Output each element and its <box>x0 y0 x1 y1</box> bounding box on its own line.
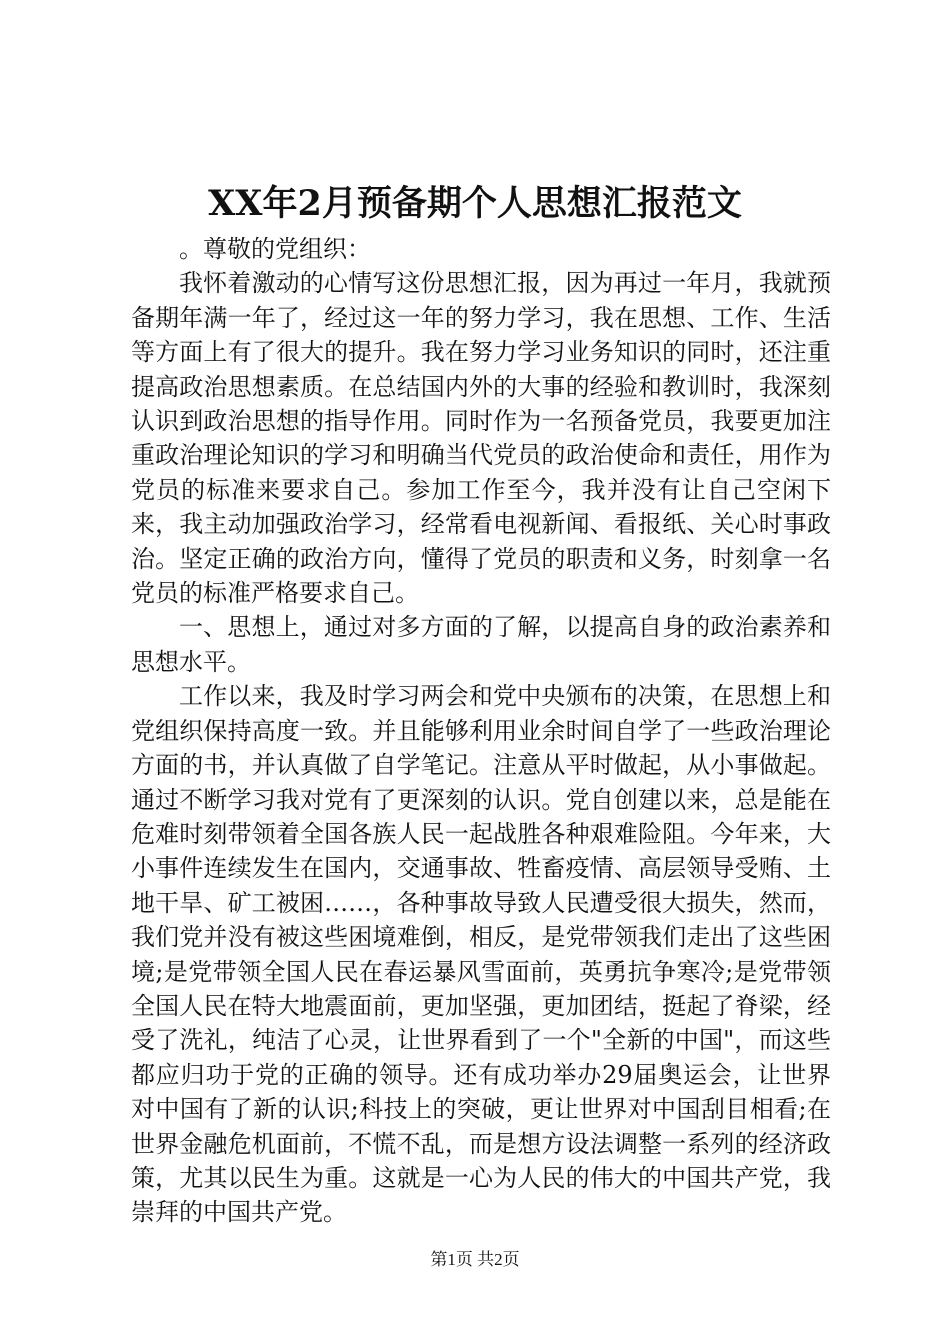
document-title: XX年2月预备期个人思想汇报范文 <box>208 183 742 224</box>
page-indicator: 第1页 共2页 <box>430 1250 520 1269</box>
section-heading-paragraph: 一、思想上，通过对多方面的了解，以提高自身的政治素养和思想水平。 <box>131 613 831 676</box>
body-paragraph: 工作以来，我及时学习两会和党中央颁布的决策，在思想上和党组织保持高度一致。并且能够利用业余时间自学了一些政治理论方面的书，并认真做了自学笔记。注意从平时做起，从小事做起。通过不断学习我对党有了更深刻的认识。党自创建以来，总是能在危难时刻带领着全国各族人民一起战胜各种艰难险阻。今年来，大小事件连续发生在国内，交通事故、牲畜疫情、高层领导受贿、土地干旱、矿工被困……，各种事故导致人民遭受很大损失，然而，我们党并没有被这些困境难倒，相反，是党带领我们走出了这些困境;是党带领全国人民在春运暴风雪面前，英勇抗争寒冷;是党带领全国人民在特大地震面前，更加坚强，更加团结，挺起了脊梁，经受了洗礼，纯洁了心灵，让世界看到了一个"全新的中国"，而这些都应归功于党的正确的领导。还有成功举办29届奥运会，让世界对中国有了新的认识;科技上的突破，更让世界对中国刮目相看;在世界金融危机面前，不慌不乱，而是想方设法调整一系列的经济政策，尤其以民生为重。这就是一心为人民的伟大的中国共产党，我崇拜的中国共产党。 <box>131 682 831 1227</box>
salutation-paragraph: 。尊敬的党组织： <box>179 235 371 263</box>
page-footer <box>0 1249 950 1271</box>
document-body <box>131 232 831 1230</box>
body-paragraph: 我怀着激动的心情写这份思想汇报，因为再过一年月，我就预备期年满一年了，经过这一年的努力学习，我在思想、工作、生活等方面上有了很大的提升。我在努力学习业务知识的同时，还注重提高政治思想素质。在总结国内外的大事的经验和教训时，我深刻认识到政治思想的指导作用。同时作为一名预备党员，我要更加注重政治理论知识的学习和明确当代党员的政治使命和责任，用作为党员的标准来要求自己。参加工作至今，我并没有让自己空闲下来，我主动加强政治学习，经常看电视新闻、看报纸、关心时事政治。坚定正确的政治方向，懂得了党员的职责和义务，时刻拿一名党员的标准严格要求自己。 <box>131 269 831 608</box>
